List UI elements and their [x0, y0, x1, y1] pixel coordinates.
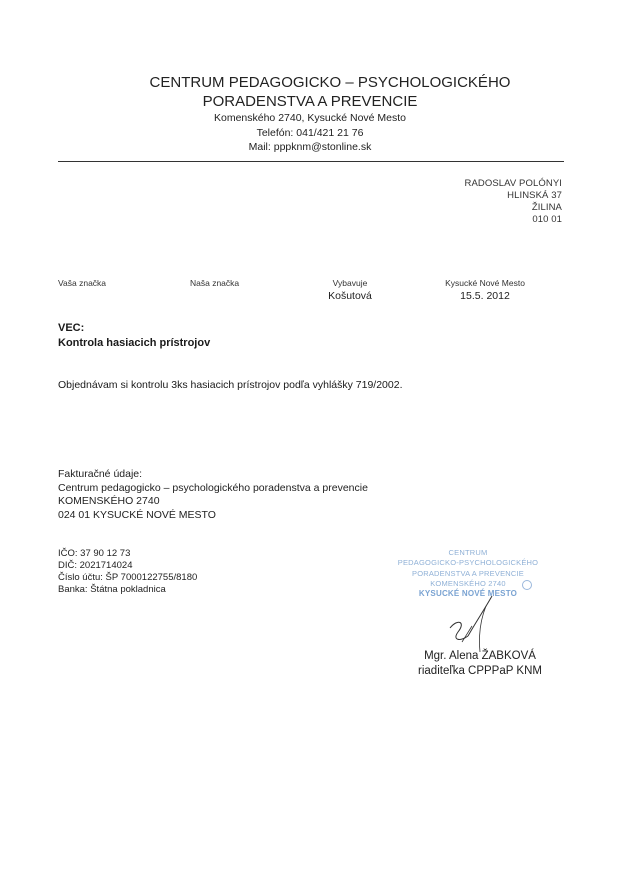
signer-name: Mgr. Alena ŽABKOVÁ [424, 650, 536, 662]
letterhead-phone: Telefón: 041/421 21 76 [256, 127, 364, 139]
letterhead-title-line1: CENTRUM PEDAGOGICKO – PSYCHOLOGICKÉHO [149, 74, 511, 91]
handwritten-signature-icon [432, 592, 502, 654]
our-reference-label: Naša značka [190, 278, 240, 288]
bank-name: Banka: Štátna pokladnica [58, 584, 166, 595]
body-paragraph: Objednávam si kontrolu 3ks hasiacich prístrojov podľa vyhlášky 719/2002. [58, 379, 403, 391]
stamp-line-5: KYSUCKÉ NOVÉ MESTO [418, 589, 518, 598]
date-value: 15.5. 2012 [460, 290, 510, 302]
your-reference-label: Vaša značka [58, 278, 107, 288]
recipient-city: ŽILINA [531, 202, 562, 213]
billing-heading: Fakturačné údaje: [58, 468, 143, 480]
handled-by-label: Vybavuje [332, 278, 368, 288]
recipient-zip: 010 01 [532, 214, 562, 225]
billing-street: KOMENSKÉHO 2740 [58, 495, 160, 507]
place-label: Kysucké Nové Mesto [445, 278, 525, 288]
subject-heading: VEC: [58, 322, 85, 334]
stamp-line-3: PORADENSTVA A PREVENCIE [412, 569, 524, 578]
dic-number: DIČ: 2021714024 [58, 560, 133, 571]
stamp-emblem-icon [522, 580, 532, 590]
letterhead-mail: Mail: pppknm@stonline.sk [248, 141, 372, 153]
stamp-line-4: KOMENSKÉHO 2740 [430, 579, 506, 588]
handled-by-value: Košutová [328, 290, 372, 302]
stamp-line-1: CENTRUM [448, 548, 488, 557]
recipient-street: HLINSKÁ 37 [507, 190, 562, 201]
stamp-line-2: PEDAGOGICKO-PSYCHOLOGICKÉHO [397, 558, 539, 567]
letterhead-address: Komenského 2740, Kysucké Nové Mesto [213, 112, 407, 124]
letterhead-title-line2: PORADENSTVA A PREVENCIE [202, 93, 418, 110]
signer-title: riaditeľka CPPPaP KNM [418, 665, 542, 677]
account-number: Číslo účtu: ŠP 7000122755/8180 [58, 572, 198, 583]
letterhead-divider [58, 161, 564, 162]
billing-organization: Centrum pedagogicko – psychologického poradenstva a prevencie [58, 482, 368, 494]
subject-text: Kontrola hasiacich prístrojov [58, 337, 211, 349]
billing-city: 024 01 KYSUCKÉ NOVÉ MESTO [58, 509, 216, 521]
ico-number: IČO: 37 90 12 73 [58, 548, 131, 559]
recipient-name: RADOSLAV POLÓNYI [464, 178, 562, 189]
